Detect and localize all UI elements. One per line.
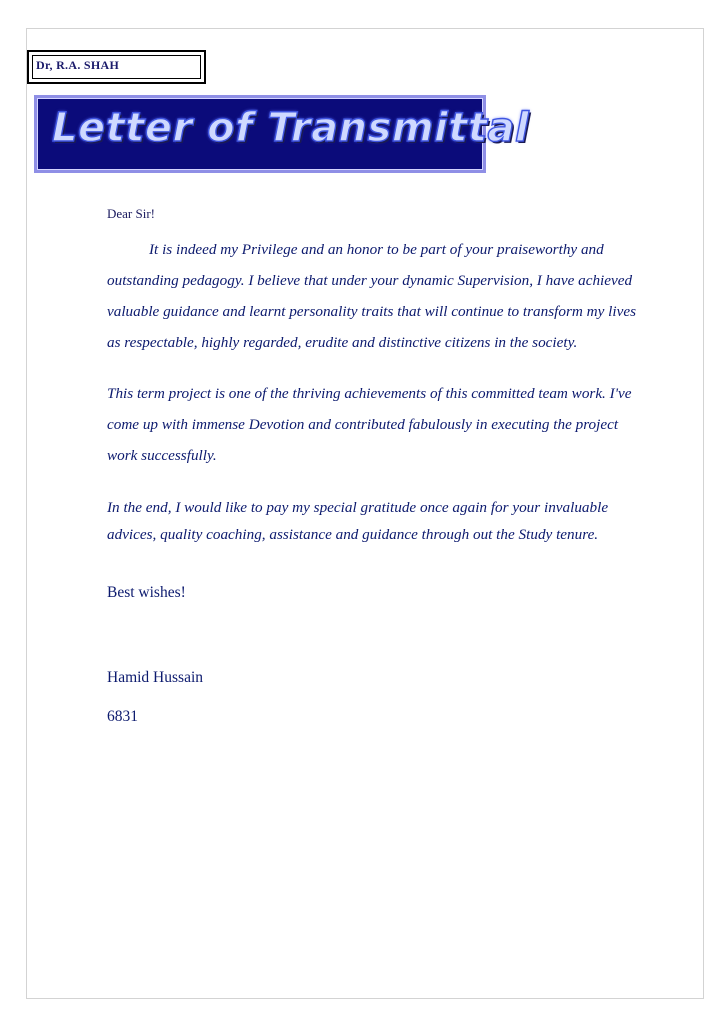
letter-paragraph-2: This term project is one of the thriving achievements of this committed team work. I've come up with immense Devotion and contributed fabulously in executing the project work successfully. [107, 385, 632, 464]
header-name-box [27, 50, 206, 84]
letter-paragraph-1 [107, 234, 637, 358]
letter-closing: Best wishes! [107, 584, 186, 601]
header-name: Dr, R.A. SHAH [36, 58, 120, 72]
page-title: Letter of Transmittal [52, 105, 530, 151]
letter-salutation: Dear Sir! [107, 206, 156, 221]
title-banner-inner [37, 98, 530, 170]
letter-paragraph-1-text: It is indeed my Privilege and an honor to be part of your praiseworthy and outstanding pedagogy. I believe that under your dynamic Supervision, I have achieved valuable guidance and learnt personality traits that will continue to transform my lives as respectable, highly regarded, erudite and distinctive citizens in the society. [107, 241, 636, 351]
letter-paragraph-3: In the end, I would like to pay my special gratitude once again for your invaluable advices, quality coaching, assistance and guidance through out the Study tenure. [107, 499, 609, 543]
title-banner [34, 95, 530, 173]
signature-id: 6831 [107, 708, 138, 725]
signature-name: Hamid Hussain [107, 669, 204, 686]
